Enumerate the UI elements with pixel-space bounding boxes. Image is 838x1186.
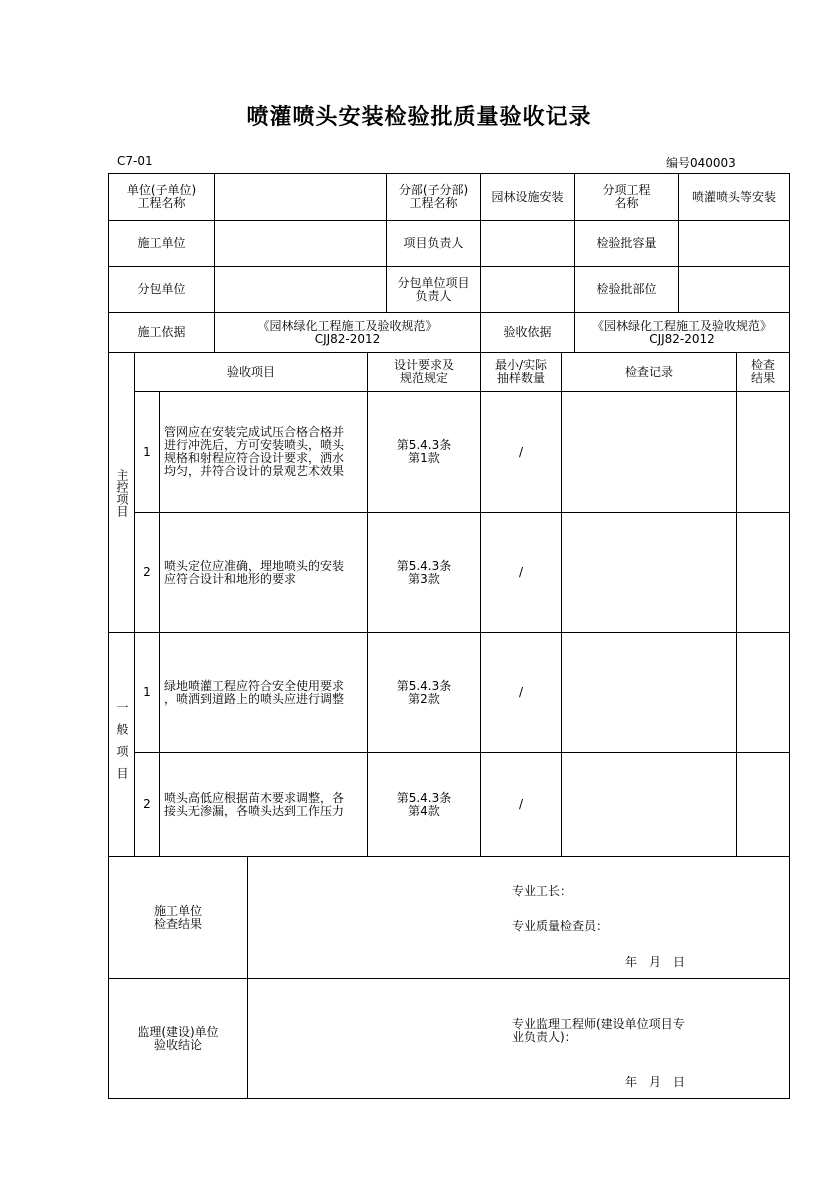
general-item-1-result[interactable] bbox=[737, 633, 789, 753]
batch-capacity-value[interactable] bbox=[679, 221, 789, 267]
unit-label: 单位(子单位) 工程名称 bbox=[109, 174, 215, 221]
quality-inspector-label: 专业质量检查员： bbox=[512, 919, 609, 933]
column-header-item: 验收项目 bbox=[135, 353, 368, 392]
construction-unit-value[interactable] bbox=[215, 221, 387, 267]
form-serial-number: 编号040003 bbox=[666, 156, 736, 170]
sub-leader-value[interactable] bbox=[481, 267, 575, 313]
main-item-1-design: 第5.4.3条 第1款 bbox=[368, 392, 481, 513]
batch-location-label: 检验批部位 bbox=[575, 267, 679, 313]
acceptance-basis-value: 《园林绿化工程施工及验收规范》 CJJ82-2012 bbox=[575, 313, 789, 353]
subcontractor-value[interactable] bbox=[215, 267, 387, 313]
division-value: 园林设施安装 bbox=[481, 174, 575, 221]
supervising-engineer-label: 专业监理工程师(建设单位项目专 业负责人)： bbox=[512, 1017, 685, 1044]
division-label: 分部(子分部) 工程名称 bbox=[387, 174, 481, 221]
main-item-1-text: 管网应在安装完成试压合格合格并 进行冲洗后，方可安装喷头，喷头 规格和射程应符合设计要求，洒水 均匀，并符合设计的景观艺术效果 bbox=[160, 392, 368, 513]
sub-leader-label: 分包单位项目 负责人 bbox=[387, 267, 481, 313]
general-item-1-record[interactable] bbox=[562, 633, 737, 753]
main-item-2-number: 2 bbox=[135, 513, 160, 633]
general-item-1-sample[interactable]: / bbox=[481, 633, 562, 753]
batch-location-value[interactable] bbox=[679, 267, 789, 313]
general-item-2-number: 2 bbox=[135, 753, 160, 857]
project-leader-value[interactable] bbox=[481, 221, 575, 267]
basis-label: 施工依据 bbox=[109, 313, 215, 353]
main-item-1-number: 1 bbox=[135, 392, 160, 513]
subcontractor-label: 分包单位 bbox=[109, 267, 215, 313]
column-header-result: 检查 结果 bbox=[737, 353, 789, 392]
main-item-1-result[interactable] bbox=[737, 392, 789, 513]
main-item-1-sample[interactable]: / bbox=[481, 392, 562, 513]
batch-capacity-label: 检验批容量 bbox=[575, 221, 679, 267]
inspection-result-area[interactable] bbox=[248, 857, 789, 979]
page-title: 喷灌喷头安装检验批质量验收记录 bbox=[246, 105, 592, 130]
supervision-conclusion-label: 监理(建设)单位 验收结论 bbox=[109, 979, 248, 1098]
general-item-2-design: 第5.4.3条 第4款 bbox=[368, 753, 481, 857]
acceptance-basis-label: 验收依据 bbox=[481, 313, 575, 353]
inspection-result-label: 施工单位 检查结果 bbox=[109, 857, 248, 979]
main-item-2-text: 喷头定位应准确，埋地喷头的安装 应符合设计和地形的要求 bbox=[160, 513, 368, 633]
general-item-2-sample[interactable]: / bbox=[481, 753, 562, 857]
form-code: C7-01 bbox=[117, 154, 153, 168]
main-item-2-design: 第5.4.3条 第3款 bbox=[368, 513, 481, 633]
basis-value: 《园林绿化工程施工及验收规范》 CJJ82-2012 bbox=[215, 313, 481, 353]
main-item-2-sample[interactable]: / bbox=[481, 513, 562, 633]
foreman-label: 专业工长： bbox=[512, 884, 573, 898]
inspection-form bbox=[108, 173, 790, 1099]
main-control-group-label: 主控项目 bbox=[109, 353, 135, 633]
general-item-2-record[interactable] bbox=[562, 753, 737, 857]
general-item-1-number: 1 bbox=[135, 633, 160, 753]
construction-unit-label: 施工单位 bbox=[109, 221, 215, 267]
main-item-2-record[interactable] bbox=[562, 513, 737, 633]
inspection-date: 年 月 日 bbox=[625, 955, 686, 969]
subitem-value: 喷灌喷头等安装 bbox=[679, 174, 789, 221]
main-item-1-record[interactable] bbox=[562, 392, 737, 513]
unit-value[interactable] bbox=[215, 174, 387, 221]
supervision-date: 年 月 日 bbox=[625, 1075, 686, 1089]
general-item-2-result[interactable] bbox=[737, 753, 789, 857]
column-header-design: 设计要求及 规范规定 bbox=[368, 353, 481, 392]
project-leader-label: 项目负责人 bbox=[387, 221, 481, 267]
general-item-2-text: 喷头高低应根据苗木要求调整，各 接头无渗漏，各喷头达到工作压力 bbox=[160, 753, 368, 857]
general-group-label: 一般项目 bbox=[109, 633, 135, 857]
general-item-1-text: 绿地喷灌工程应符合安全使用要求 ，喷洒到道路上的喷头应进行调整 bbox=[160, 633, 368, 753]
subitem-label: 分项工程 名称 bbox=[575, 174, 679, 221]
general-item-1-design: 第5.4.3条 第2款 bbox=[368, 633, 481, 753]
column-header-record: 检查记录 bbox=[562, 353, 737, 392]
column-header-sample: 最小/实际 抽样数量 bbox=[481, 353, 562, 392]
main-item-2-result[interactable] bbox=[737, 513, 789, 633]
